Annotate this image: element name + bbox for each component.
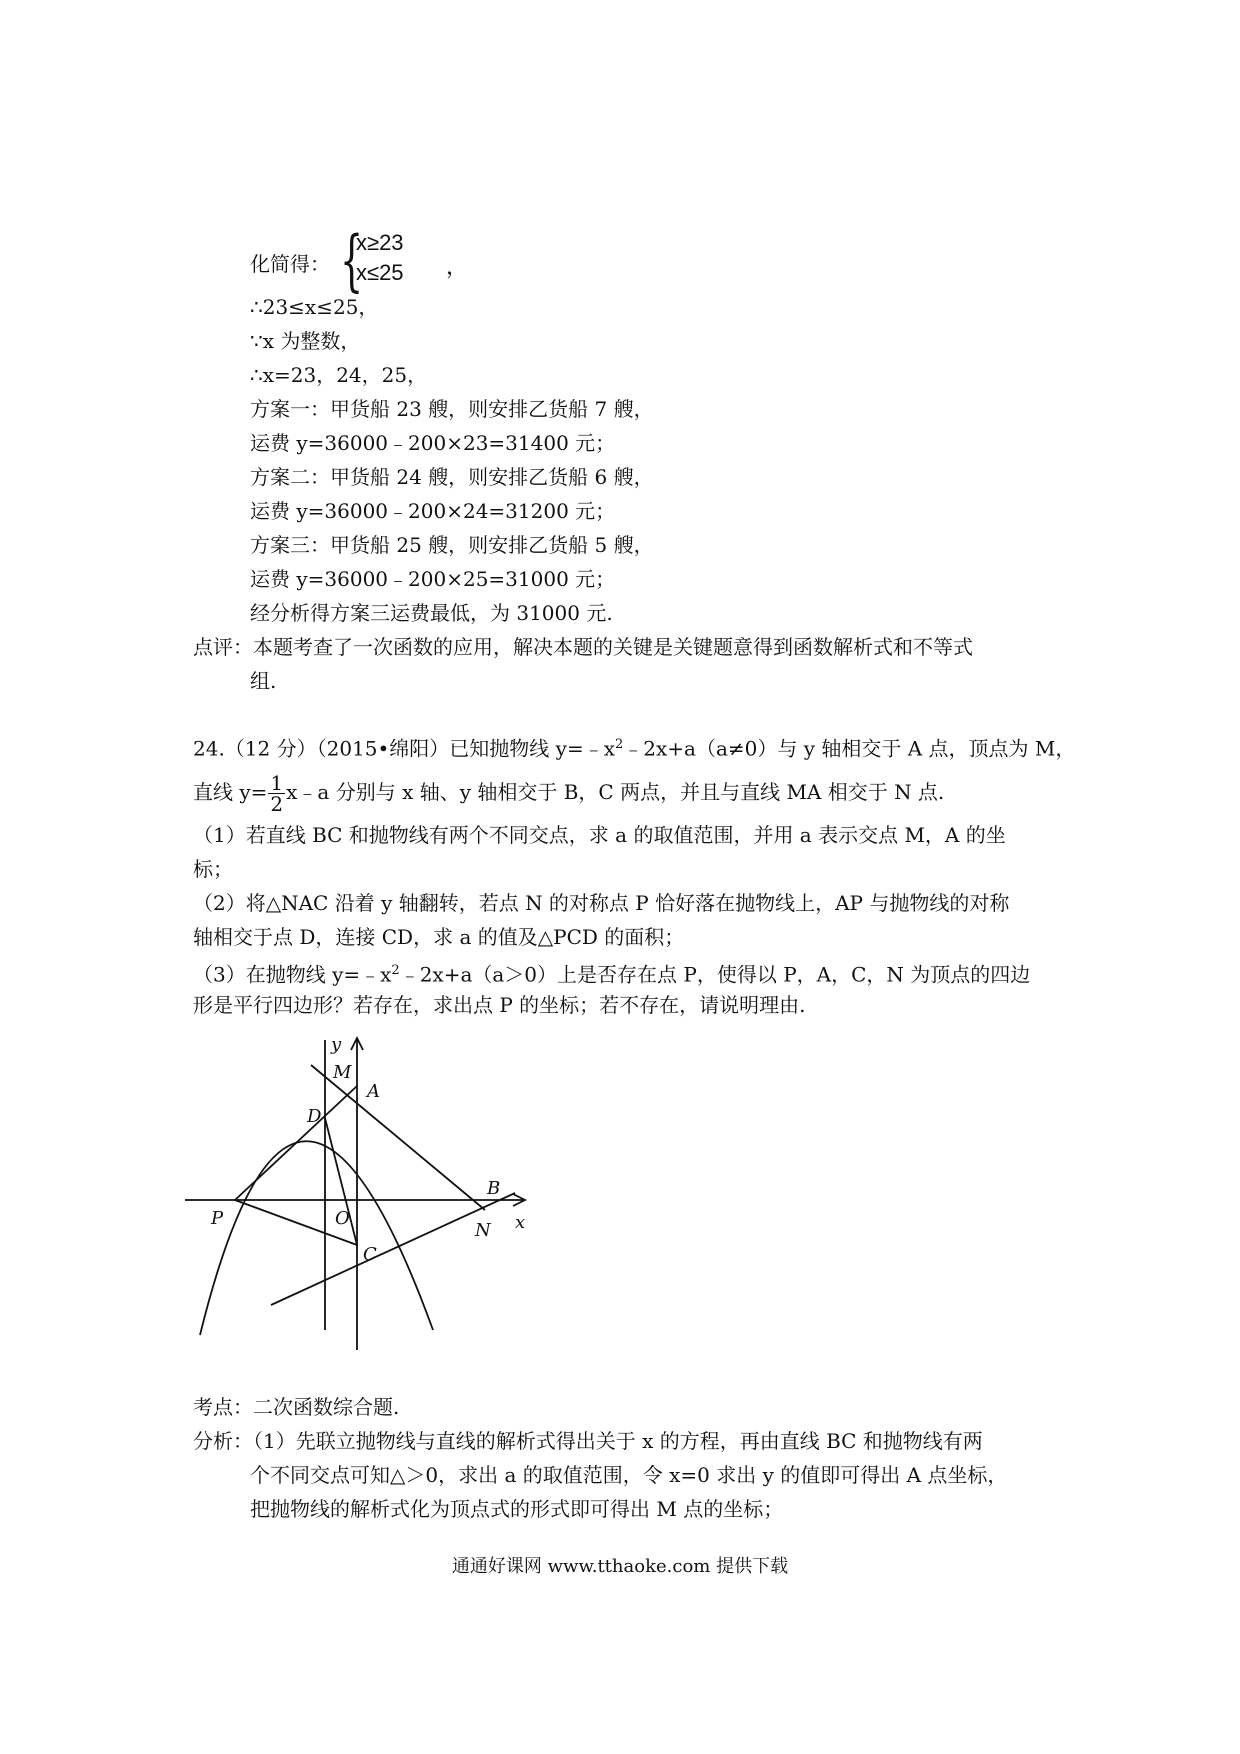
inequality-system bbox=[250, 222, 510, 299]
solution-line: 运费 y=36000﹣200×25=31000 元； bbox=[250, 567, 616, 591]
inequality-1: x≥23 bbox=[356, 230, 404, 255]
label-P: P bbox=[211, 1208, 224, 1229]
label-D: D bbox=[307, 1106, 322, 1127]
solution-line: 经分析得方案三运费最低，为 31000 元. bbox=[250, 601, 613, 625]
solution-line: ∴x=23，24，25， bbox=[250, 363, 428, 387]
label-C: C bbox=[363, 1244, 377, 1265]
question-3-line-1: （3）在抛物线 $y=﹣x^2﹣2x+a(a>0)$上是否存在点 P，使得以 P，A，C，N 为顶点的四边 bbox=[193, 962, 1031, 987]
label-y: y bbox=[331, 1034, 342, 1055]
analysis-line-1: 分析：（1）先联立抛物线与直线的解析式得出关于 x 的方程，再由直线 BC 和抛物线有两 bbox=[193, 1429, 983, 1453]
comment-line-1: 点评：本题考查了一次函数的应用，解决本题的关键是关键题意得到函数解析式和不等式 bbox=[193, 635, 973, 659]
fraction-one-half: $\frac{1}{2}$ bbox=[270, 771, 284, 816]
solution-line: 方案一：甲货船 23 艘，则安排乙货船 7 艘， bbox=[250, 397, 654, 421]
label-B: B bbox=[487, 1178, 501, 1199]
solution-line: 方案三：甲货船 25 艘，则安排乙货船 5 艘， bbox=[250, 533, 654, 557]
question-3-line-2: 形是平行四边形？若存在，求出点 P 的坐标；若不存在，请说明理由. bbox=[193, 993, 806, 1017]
parabola bbox=[200, 1141, 433, 1335]
question-2-line-2: 轴相交于点 D，连接 CD，求 a 的值及△PCD 的面积； bbox=[193, 925, 685, 949]
problem-statement-line-2: 直线 y= $\frac{1}{2}$ x﹣a 分别与 x 轴、y 轴相交于 B，C 两点，并且与直线 MA 相交于 N 点. bbox=[193, 771, 945, 816]
solution-line: 方案二：甲货船 24 艘，则安排乙货船 6 艘， bbox=[250, 465, 654, 489]
solution-line: 运费 y=36000﹣200×23=31400 元； bbox=[250, 431, 616, 455]
question-1-line-1: （1）若直线 BC 和抛物线有两个不同交点，求 a 的取值范围，并用 a 表示交点 M，A 的坐 bbox=[193, 823, 1006, 847]
inequality-2: x≤25 bbox=[356, 260, 404, 285]
comment-line-2: 组. bbox=[250, 669, 277, 693]
analysis-line-3: 把抛物线的解析式化为顶点式的形式即可得出 M 点的坐标； bbox=[250, 1497, 784, 1521]
label-x: x bbox=[515, 1212, 526, 1233]
solution-line: 运费 y=36000﹣200×24=31200 元； bbox=[250, 499, 616, 523]
inequality-comma: ， bbox=[446, 254, 469, 279]
simplify-label: 化简得： bbox=[250, 252, 330, 276]
label-O: O bbox=[335, 1208, 350, 1229]
solution-line: ∴23≤x≤25， bbox=[250, 295, 379, 319]
label-A: A bbox=[367, 1081, 380, 1102]
kaodian-line: 考点：二次函数综合题. bbox=[193, 1395, 400, 1419]
question-1-line-2: 标； bbox=[193, 857, 233, 881]
label-N: N bbox=[475, 1220, 491, 1241]
line-BC bbox=[271, 1193, 515, 1305]
line-MN bbox=[311, 1065, 485, 1210]
segment-PA bbox=[235, 1086, 357, 1200]
left-brace: { bbox=[340, 222, 364, 299]
page-footer: 通通好课网 www.tthaoke.com 提供下载 bbox=[451, 1556, 789, 1577]
question-2-line-1: （2）将△NAC 沿着 y 轴翻转，若点 N 的对称点 P 恰好落在抛物线上，AP 与抛物线的对称 bbox=[193, 891, 1010, 915]
analysis-line-2: 个不同交点可知△＞0，求出 a 的取值范围，令 x=0 求出 y 的值即可得出 A 点坐标， bbox=[250, 1463, 1008, 1487]
label-M: M bbox=[333, 1062, 352, 1083]
geometry-figure bbox=[185, 1020, 555, 1350]
problem-statement-line-1: 24.（12 分）（2015•绵阳）已知抛物线 $y=﹣x^2﹣2x+a(a\ne 0)$与 y 轴相交于 A 点，顶点为 M， bbox=[193, 736, 1076, 761]
solution-line: ∵x 为整数， bbox=[250, 329, 361, 353]
